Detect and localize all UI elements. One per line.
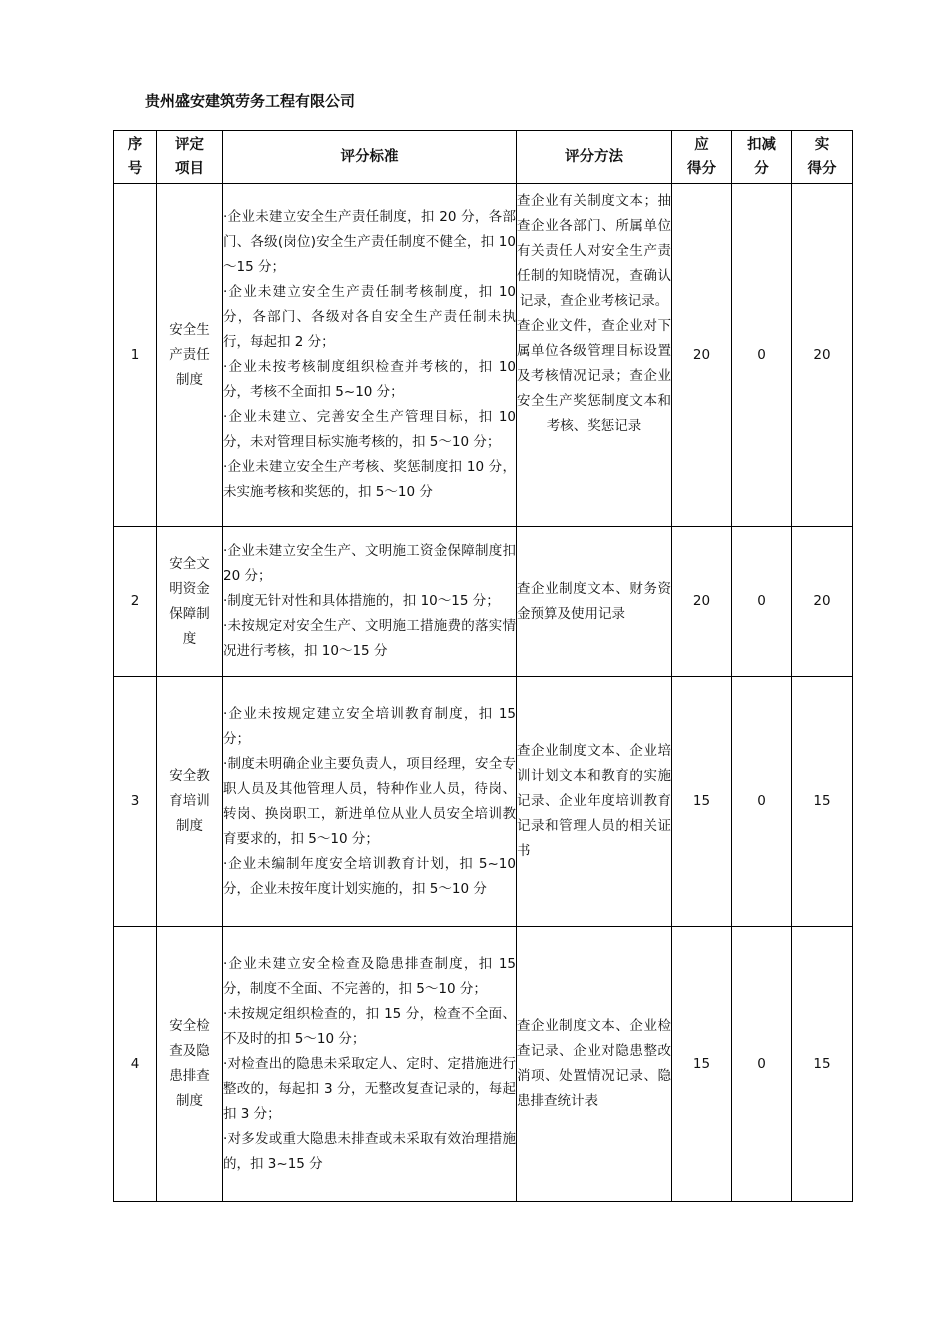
scoring-standard — [223, 527, 517, 677]
row-number: 4 — [114, 927, 157, 1202]
table-row — [114, 184, 853, 527]
safety-score-table — [113, 130, 853, 1202]
scoring-standard — [223, 927, 517, 1202]
header-standard: 评分标准 — [223, 131, 517, 184]
full-score: 20 — [672, 527, 732, 677]
scoring-method — [517, 927, 672, 1202]
scoring-method — [517, 677, 672, 927]
actual-score: 15 — [792, 927, 853, 1202]
standard-clause: ·未按规定对安全生产、文明施工措施费的落实情况进行考核，扣 10～15 分 — [223, 618, 516, 659]
evaluation-item: 安全教 育培训 制度 — [157, 677, 223, 927]
actual-score: 15 — [792, 677, 853, 927]
method-text: 查企业制度文本、财务资金预算及使用记录 — [517, 580, 671, 622]
standard-clause: ·对检查出的隐患未采取定人、定时、定措施进行整改的，每起扣 3 分，无整改复查记录的，每起扣 3 分； — [223, 1055, 516, 1122]
standard-clause: ·企业未建立安全生产、文明施工资金保障制度扣 20 分； — [223, 543, 516, 584]
deducted-score: 0 — [732, 527, 792, 677]
row-number: 1 — [114, 184, 157, 527]
actual-score: 20 — [792, 527, 853, 677]
standard-clause: ·企业未建立安全生产考核、奖惩制度扣 10 分，未实施考核和奖惩的，扣 5～10 分 — [223, 459, 516, 500]
method-text: 查企业有关制度文本；抽查企业各部门、所属单位有关责任人对安全生产责任制的知晓情况，查确认记录，查企业考核记录。 — [517, 193, 671, 309]
standard-clause: ·企业未建立安全生产责任制考核制度，扣 10 分，各部门、各级对各自安全生产责任制未执行，每起扣 2 分； — [223, 284, 516, 350]
method-text: 查企业制度文本、企业检查记录、企业对隐患整改消项、处置情况记录、隐患排查统计表 — [517, 1018, 671, 1109]
full-score: 20 — [672, 184, 732, 527]
table-row — [114, 527, 853, 677]
method-text: 查企业制度文本、企业培训计划文本和教育的实施记录、企业年度培训教育记录和管理人员的相关证书 — [517, 743, 671, 859]
full-score: 15 — [672, 677, 732, 927]
standard-clause: ·企业未建立安全生产责任制度，扣 20 分，各部门、各级(岗位)安全生产责任制度不健全，扣 10～15 分； — [223, 209, 516, 275]
method-text: 查企业文件，查企业对下属单位各级管理目标设置及考核情况记录；查企业安全生产奖惩制度文本和考核、奖惩记录 — [517, 318, 671, 434]
deducted-score: 0 — [732, 184, 792, 527]
header-full-score: 应 得分 — [672, 131, 732, 184]
evaluation-item: 安全检 查及隐 患排查 制度 — [157, 927, 223, 1202]
scoring-method — [517, 527, 672, 677]
standard-clause: ·制度无针对性和具体措施的，扣 10～15 分； — [223, 593, 500, 609]
evaluation-item: 安全文 明资金 保障制 度 — [157, 527, 223, 677]
header-deduct: 扣减 分 — [732, 131, 792, 184]
row-number: 2 — [114, 527, 157, 677]
scoring-method — [517, 184, 672, 527]
header-no: 序 号 — [114, 131, 157, 184]
full-score: 15 — [672, 927, 732, 1202]
standard-clause: ·未按规定组织检查的，扣 15 分，检查不全面、不及时的扣 5～10 分； — [223, 1005, 516, 1047]
actual-score: 20 — [792, 184, 853, 527]
table-row — [114, 927, 853, 1202]
table-row — [114, 677, 853, 927]
company-name: 贵州盛安建筑劳务工程有限公司 — [145, 92, 356, 110]
standard-clause: ·企业未建立安全检查及隐患排查制度，扣 15 分，制度不全面、不完善的，扣 5～10 分； — [223, 955, 516, 997]
header-item: 评定 项目 — [157, 131, 223, 184]
deducted-score: 0 — [732, 927, 792, 1202]
standard-clause: ·企业未按考核制度组织检查并考核的，扣 10 分，考核不全面扣 5~10 分； — [223, 359, 516, 400]
standard-clause: ·企业未编制年度安全培训教育计划，扣 5~10 分，企业未按年度计划实施的，扣 5～10 分 — [223, 855, 516, 897]
standard-clause: ·制度未明确企业主要负责人，项目经理，安全专职人员及其他管理人员，特种作业人员，待岗、转岗、换岗职工，新进单位从业人员安全培训教育要求的，扣 5～10 分； — [223, 755, 516, 847]
row-number: 3 — [114, 677, 157, 927]
header-actual-score: 实 得分 — [792, 131, 853, 184]
header-method: 评分方法 — [517, 131, 672, 184]
deducted-score: 0 — [732, 677, 792, 927]
scoring-standard — [223, 677, 517, 927]
header-row — [114, 131, 853, 184]
standard-clause: ·企业未建立、完善安全生产管理目标，扣 10 分，未对管理目标实施考核的，扣 5～10 分； — [223, 409, 516, 450]
evaluation-item: 安全生 产责任 制度 — [157, 184, 223, 527]
standard-clause: ·企业未按规定建立安全培训教育制度，扣 15 分； — [223, 705, 516, 747]
scoring-standard — [223, 184, 517, 527]
standard-clause: ·对多发或重大隐患未排查或未采取有效治理措施的，扣 3~15 分 — [223, 1130, 516, 1172]
